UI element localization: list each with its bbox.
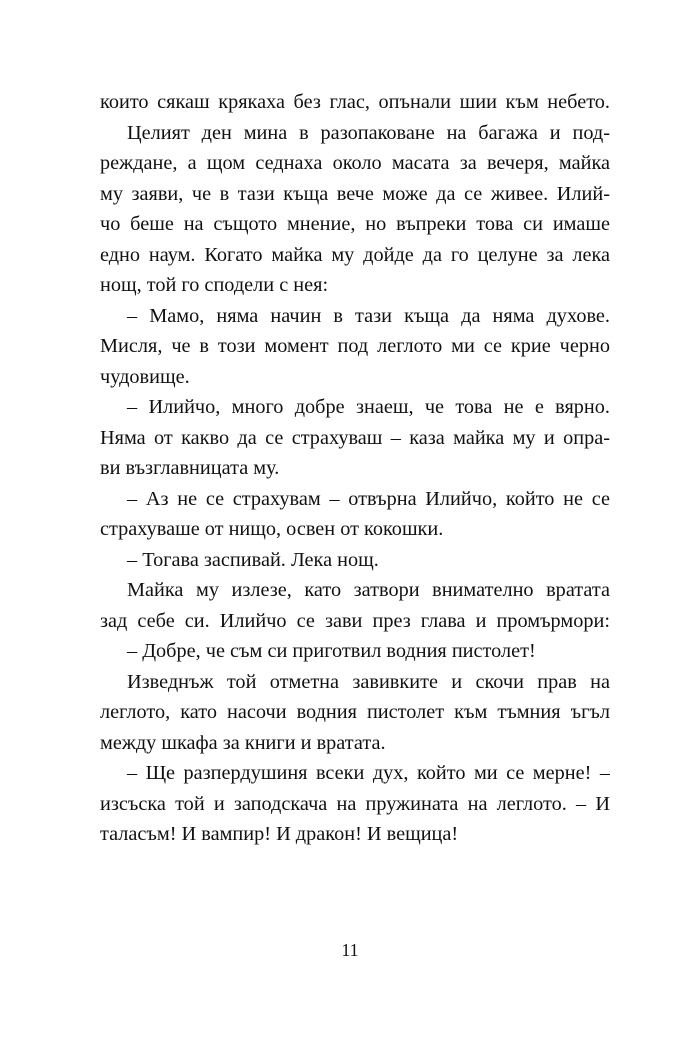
page-number: 11 (341, 940, 359, 960)
text-line: между шкафа за книги и вратата. (100, 731, 386, 754)
text-line: които сякаш крякаха без глас, опънали шии към небето. (100, 91, 610, 113)
text-line: му заяви, че в тази къща вече може да се живее. Илий- (100, 182, 610, 205)
text-line: нощ, той го сподели с нея: (100, 274, 329, 296)
text-line: чо беше на същото мнение, но въпреки това си имаше (100, 213, 610, 235)
text-line: страхуваше от нищо, освен от кокошки. (100, 518, 444, 540)
text-line: – Тогава заспивай. Лека нощ. (127, 548, 379, 571)
text-line: – Илийчо, много добре знаеш, че това не е вярно. (127, 396, 610, 418)
text-line: реждане, а щом седнаха около масата за вечеря, майка (100, 152, 610, 174)
text-line: ви възглавницата му. (100, 457, 280, 479)
text-line: – Аз не се страхувам – отвърна Илийчо, който не се (127, 487, 610, 510)
text-line: зад себе си. Илийчо се зави през глава и промърмори: (100, 609, 610, 632)
text-line: Няма от какво да се страхуваш – каза майка му и опра- (100, 426, 610, 449)
text-line: леглото, като насочи водния пистолет към тъмния ъгъл (100, 701, 610, 723)
text-line: Целият ден мина в разопаковане на багажа и под- (127, 121, 610, 144)
text-line: чудовище. (100, 365, 190, 388)
text-line: Изведнъж той отметна завивките и скочи прав на (127, 670, 610, 693)
body-text (100, 87, 610, 850)
text-line: – Мамо, няма начин в тази къща да няма духове. (127, 304, 610, 327)
text-line: едно наум. Когато майка му дойде да го целуне за лека (100, 243, 610, 266)
text-line: – Добре, че съм си приготвил водния пистолет! (127, 640, 536, 662)
text-line: Мисля, че в този момент под леглото ми се крие черно (100, 335, 610, 357)
text-line: таласъм! И вампир! И дракон! И вещица! (100, 823, 459, 845)
text-line: Майка му излезе, като затвори внимателно вратата (127, 579, 610, 601)
text-line: – Ще разпердушиня всеки дух, който ми се мерне! – (127, 762, 610, 784)
text-line: изсъска той и заподскача на пружината на леглото. – И (100, 792, 610, 815)
